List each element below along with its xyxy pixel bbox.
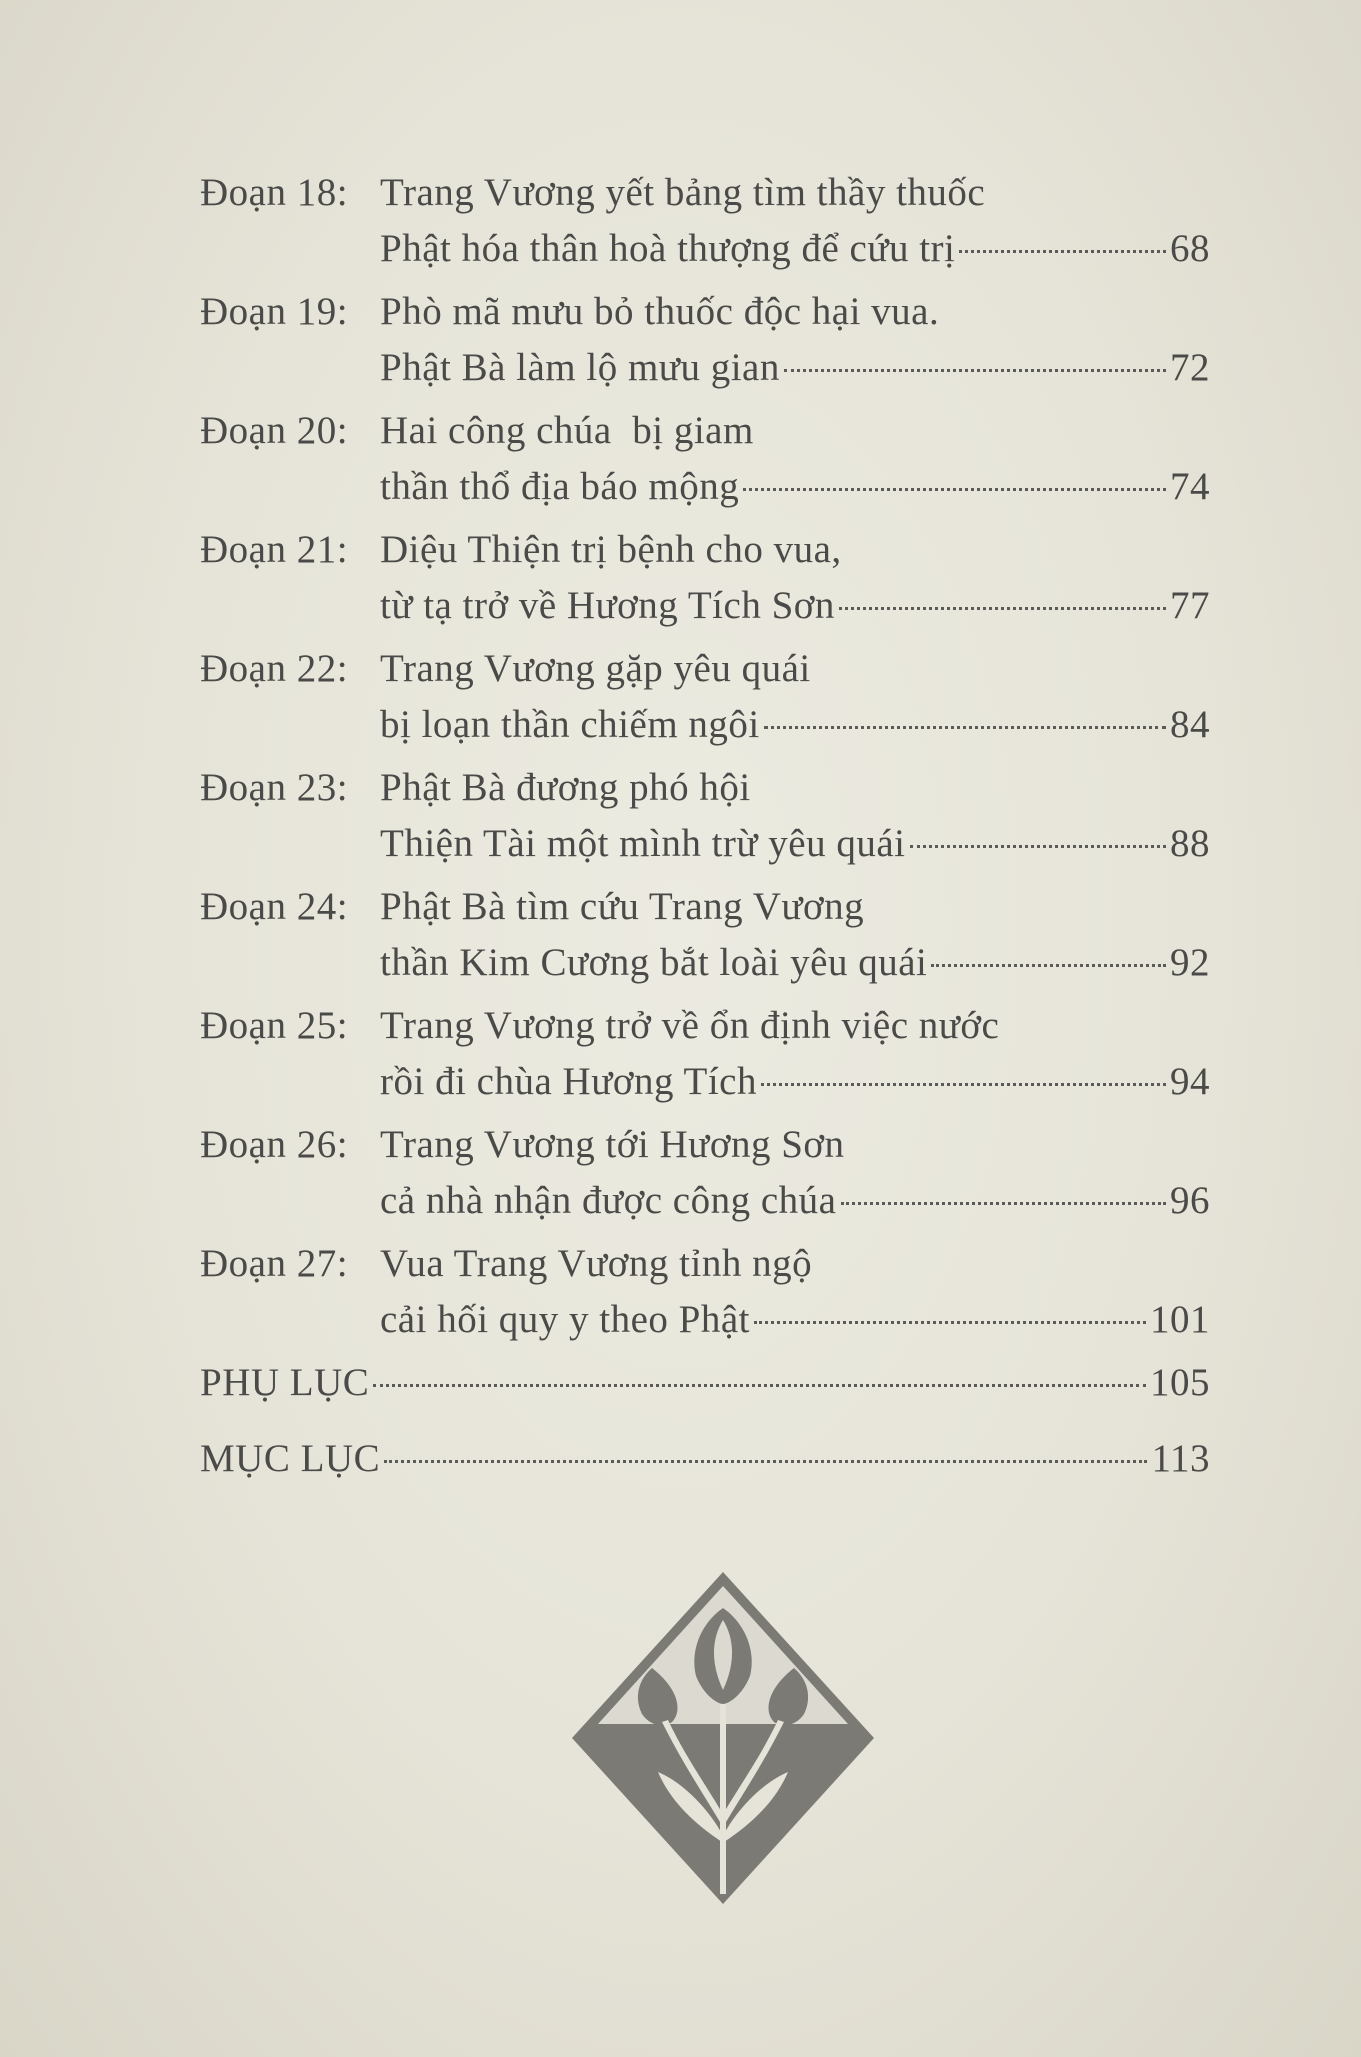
toc-entry-21 [200, 527, 1210, 646]
entry-page-number: 77 [1170, 584, 1210, 627]
entry-title-line2: thần thổ địa báo mộng [380, 465, 740, 508]
toc-entry-19 [200, 289, 1210, 408]
entry-title-line2: cải hối quy y theo Phật [380, 1298, 751, 1341]
entry-title-line2: bị loạn thần chiếm ngôi [380, 703, 760, 746]
entry-label: Đoạn 19: [200, 290, 349, 333]
entry-page-number: 92 [1170, 941, 1210, 984]
entry-label: Đoạn 22: [200, 647, 349, 690]
entry-title-line1: Phò mã mưu bỏ thuốc độc hại vua. [380, 290, 940, 333]
dot-leader [841, 1202, 1167, 1205]
entry-title-line1: Trang Vương trở về ổn định việc nước [380, 1004, 1000, 1047]
entry-label: Đoạn 23: [200, 766, 349, 809]
appendix-page-number: 105 [1150, 1361, 1210, 1404]
dot-leader [373, 1384, 1146, 1387]
entry-title-line1: Trang Vương tới Hương Sơn [380, 1123, 845, 1166]
toc-entry-18 [200, 170, 1210, 289]
entry-label: Đoạn 21: [200, 528, 349, 571]
entry-title-line1: Phật Bà tìm cứu Trang Vương [380, 885, 865, 928]
dot-leader [764, 726, 1166, 729]
entry-title-line1: Vua Trang Vương tỉnh ngộ [380, 1242, 813, 1285]
entry-title-line2: cả nhà nhận được công chúa [380, 1179, 837, 1222]
entry-title-line1: Hai công chúa bị giam [380, 409, 754, 452]
entry-label: Đoạn 25: [200, 1004, 349, 1047]
entry-title-line2: rồi đi chùa Hương Tích [380, 1060, 757, 1103]
entry-page-number: 84 [1170, 703, 1210, 746]
toc-entry-24 [200, 884, 1210, 1003]
entry-label: Đoạn 18: [200, 171, 349, 214]
entry-page-number: 72 [1170, 346, 1210, 389]
entry-title-line2: thần Kim Cương bắt loài yêu quái [380, 941, 928, 984]
entry-title-line1: Trang Vương gặp yêu quái [380, 647, 811, 690]
entry-page-number: 88 [1170, 822, 1210, 865]
toc-entry-20 [200, 408, 1210, 527]
appendix-label: PHỤ LỤC [200, 1361, 370, 1404]
entry-label: Đoạn 20: [200, 409, 349, 452]
dot-leader [384, 1460, 1147, 1463]
entry-title-line1: Diệu Thiện trị bệnh cho vua, [380, 528, 842, 571]
dot-leader [910, 845, 1167, 848]
entry-page-number: 74 [1170, 465, 1210, 508]
entry-label: Đoạn 24: [200, 885, 349, 928]
toc-entry-contents [200, 1436, 1210, 1512]
dot-leader [754, 1321, 1146, 1324]
entry-title-line2: Phật hóa thân hoà thượng để cứu trị [380, 227, 956, 270]
contents-label: MỤC LỤC [200, 1437, 381, 1480]
toc-entry-25 [200, 1003, 1210, 1122]
entry-title-line1: Trang Vương yết bảng tìm thầy thuốc [380, 171, 986, 214]
entry-page-number: 96 [1170, 1179, 1210, 1222]
dot-leader [931, 964, 1166, 967]
toc-entry-22 [200, 646, 1210, 765]
lotus-diamond-icon [572, 1572, 874, 1904]
entry-page-number: 68 [1170, 227, 1210, 270]
entry-label: Đoạn 26: [200, 1123, 349, 1166]
toc-entry-appendix [200, 1360, 1210, 1436]
toc-entry-23 [200, 765, 1210, 884]
toc-entry-27 [200, 1241, 1210, 1360]
table-of-contents [200, 170, 1210, 1512]
dot-leader [784, 369, 1166, 372]
entry-label: Đoạn 27: [200, 1242, 349, 1285]
entry-page-number: 94 [1170, 1060, 1210, 1103]
toc-entry-26 [200, 1122, 1210, 1241]
entry-title-line2: Phật Bà làm lộ mưu gian [380, 346, 780, 389]
entry-page-number: 101 [1150, 1298, 1210, 1341]
entry-title-line1: Phật Bà đương phó hội [380, 766, 751, 809]
entry-title-line2: Thiện Tài một mình trừ yêu quái [380, 822, 906, 865]
entry-title-line2: từ tạ trở về Hương Tích Sơn [380, 584, 835, 627]
dot-leader [743, 488, 1166, 491]
dot-leader [959, 250, 1166, 253]
contents-page-number: 113 [1151, 1437, 1210, 1480]
dot-leader [839, 607, 1166, 610]
dot-leader [761, 1083, 1166, 1086]
